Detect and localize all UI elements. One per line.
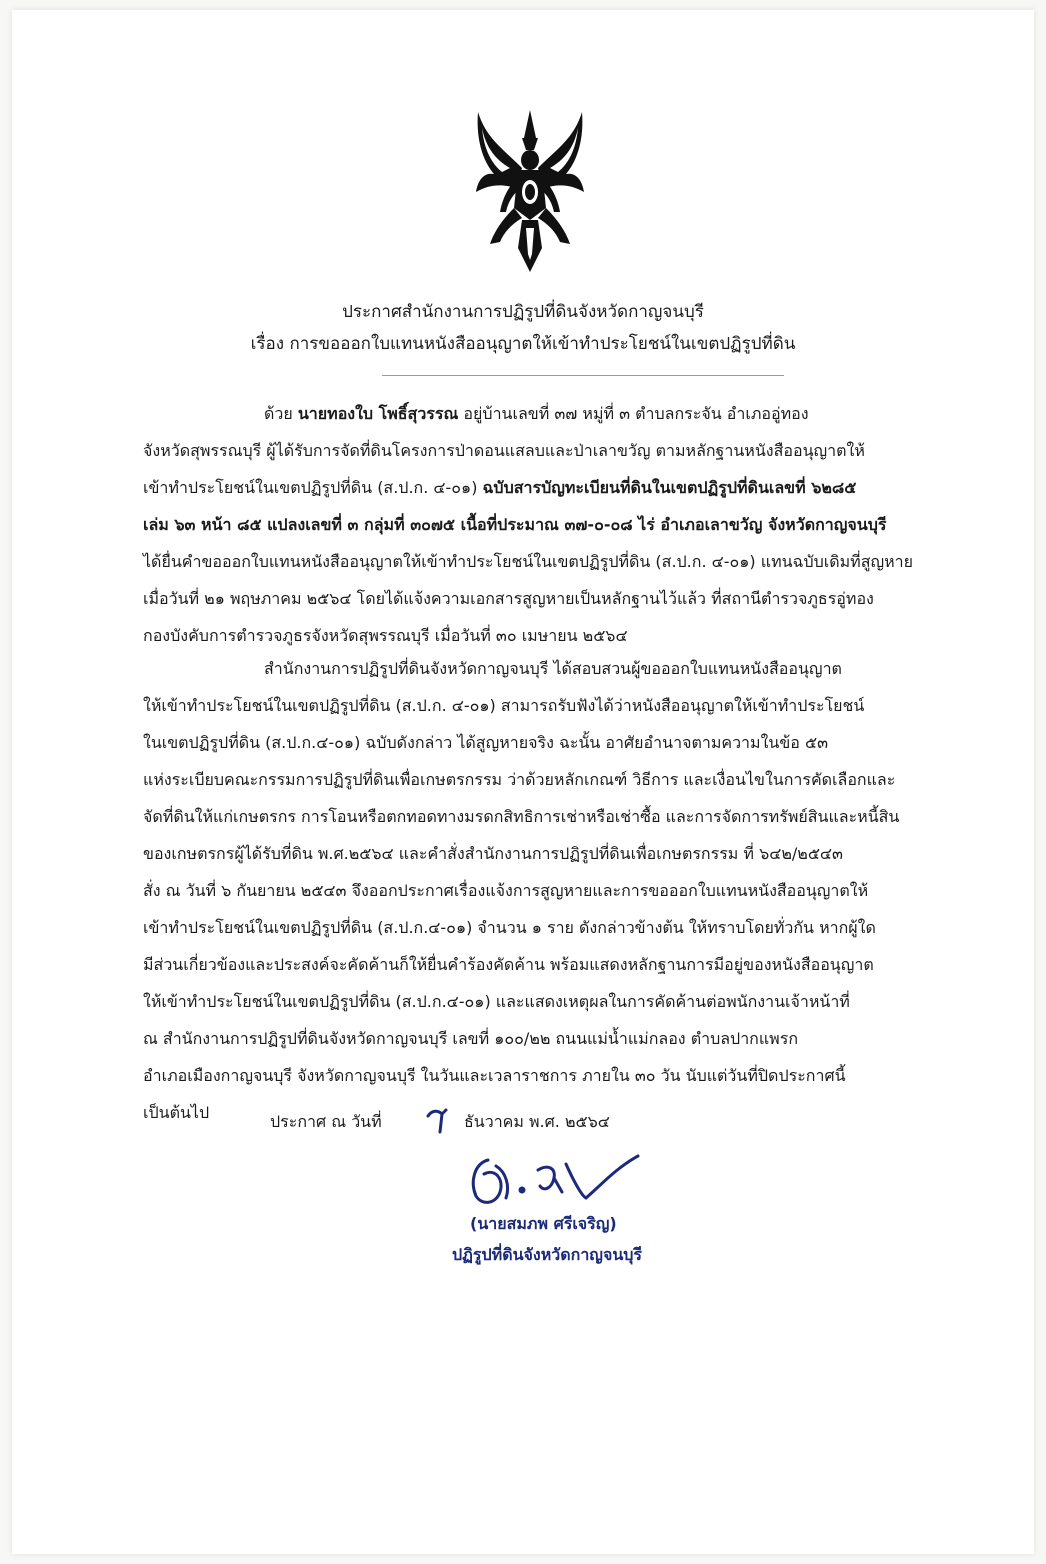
paragraph-1-line-3 [143, 478, 856, 498]
text: อยู่บ้านเลขที่ ๓๗ หมู่ที่ ๓ ตำบลกระจัน อำเภออู่ทอง [458, 404, 809, 423]
paragraph-2-line-10: ให้เข้าทำประโยชน์ในเขตปฏิรูปที่ดิน (ส.ป.ก.๔-๐๑) และแสดงเหตุผลในการคัดค้านต่อพนักงานเจ้าหน้าที่ [143, 992, 850, 1011]
signer-position: ปฏิรูปที่ดินจังหวัดกาญจนบุรี [452, 1245, 642, 1264]
paragraph-1-line-4: เล่ม ๖๓ หน้า ๘๕ แปลงเลขที่ ๓ กลุ่มที่ ๓๐๗๕ เนื้อที่ประมาณ ๓๗-๐-๐๘ ไร่ อำเภอเลาขวัญ จังหวัดกาญจนบุรี [143, 515, 887, 534]
paragraph-2-line-1: สำนักงานการปฏิรูปที่ดินจังหวัดกาญจนบุรี ได้สอบสวนผู้ขอออกใบแทนหนังสืออนุญาต [264, 659, 842, 678]
paragraph-2-line-3: ในเขตปฏิรูปที่ดิน (ส.ป.ก.๔-๐๑) ฉบับดังกล่าว ได้สูญหายจริง ฉะนั้น อาศัยอำนาจตามความในข้อ ๕๓ [143, 733, 829, 752]
announce-month-year: ธันวาคม พ.ศ. ๒๕๖๔ [464, 1112, 610, 1131]
paragraph-2-line-8: เข้าทำประโยชน์ในเขตปฏิรูปที่ดิน (ส.ป.ก.๔-๐๑) จำนวน ๑ ราย ดังกล่าวข้างต้น ให้ทราบโดยทั่วกัน หากผู้ใด [143, 918, 876, 937]
paragraph-2-line-7: สั่ง ณ วันที่ ๖ กันยายน ๒๕๔๓ จึงออกประกาศเรื่องแจ้งการสูญหายและการขอออกใบแทนหนังสืออนุญาตให้ [143, 881, 869, 900]
paragraph-2-line-11: ณ สำนักงานการปฏิรูปที่ดินจังหวัดกาญจนบุรี เลขที่ ๑๐๐/๒๒ ถนนแม่น้ำแม่กลอง ตำบลปากแพรก [143, 1029, 798, 1048]
announcement-title: ประกาศสำนักงานการปฏิรูปที่ดินจังหวัดกาญจนบุรี [342, 302, 704, 322]
paragraph-1-line-1 [264, 404, 809, 424]
paragraph-1-line-7: กองบังคับการตำรวจภูธรจังหวัดสุพรรณบุรี เมื่อวันที่ ๓๐ เมษายน ๒๕๖๔ [143, 626, 628, 645]
paragraph-1-line-5: ได้ยื่นคำขอออกใบแทนหนังสืออนุญาตให้เข้าทำประโยชน์ในเขตปฏิรูปที่ดิน (ส.ป.ก. ๔-๐๑) แทนฉบับเดิมที่สูญหาย [143, 552, 914, 571]
paragraph-2-line-6: ของเกษตรกรผู้ได้รับที่ดิน พ.ศ.๒๕๖๔ และคำสั่งสำนักงานการปฏิรูปที่ดินเพื่อเกษตรกรรม ที่ ๖๔๒/๒๕๔๓ [143, 844, 843, 863]
text: ด้วย [264, 404, 298, 423]
paragraph-2-line-9: มีส่วนเกี่ยวข้องและประสงค์จะคัดค้านก็ให้ยื่นคำร้องคัดค้าน พร้อมแสดงหลักฐานการมีอยู่ของหนังสืออนุญาต [143, 955, 874, 974]
announce-date-prefix: ประกาศ ณ วันที่ [270, 1112, 382, 1131]
signer-name: (นายสมภพ ศรีเจริญ) [470, 1214, 617, 1233]
garuda-emblem-icon [472, 108, 588, 276]
paragraph-2-line-4: แห่งระเบียบคณะกรรมการปฏิรูปที่ดินเพื่อเกษตรกรรม ว่าด้วยหลักเกณฑ์ วิธีการ และเงื่อนไขในการคัดเลือกและ [143, 770, 896, 789]
text: เข้าทำประโยชน์ในเขตปฏิรูปที่ดิน (ส.ป.ก. ๔-๐๑) [143, 478, 483, 497]
handwritten-day [424, 1106, 450, 1136]
paragraph-1-line-2: จังหวัดสุพรรณบุรี ผู้ได้รับการจัดที่ดินโครงการป่าดอนแสลบและป่าเลาขวัญ ตามหลักฐานหนังสืออนุญาตให้ [143, 441, 865, 460]
signature-scrawl [466, 1152, 646, 1210]
paragraph-2-line-13: เป็นต้นไป [143, 1103, 210, 1122]
paragraph-2-line-2: ให้เข้าทำประโยชน์ในเขตปฏิรูปที่ดิน (ส.ป.ก. ๔-๐๑) สามารถรับฟังได้ว่าหนังสืออนุญาตให้เข้าทำประโยชน์ [143, 696, 865, 715]
announcement-subject: เรื่อง การขอออกใบแทนหนังสืออนุญาตให้เข้าทำประโยชน์ในเขตปฏิรูปที่ดิน [250, 334, 796, 354]
person-name: นายทองใบ โพธิ์สุวรรณ [297, 404, 459, 423]
land-register-ref: ฉบับสารบัญทะเบียนที่ดินในเขตปฏิรูปที่ดินเลขที่ ๖๒๘๕ [482, 478, 857, 497]
paragraph-2-line-5: จัดที่ดินให้แก่เกษตรกร การโอนหรือตกทอดทางมรดกสิทธิการเช่าหรือเช่าซื้อ และการจัดการทรัพย์สินและหนี้สิน [143, 807, 900, 826]
paragraph-2-line-12: อำเภอเมืองกาญจนบุรี จังหวัดกาญจนบุรี ในวันและเวลาราชการ ภายใน ๓๐ วัน นับแต่วันที่ปิดประกาศนี้ [143, 1066, 846, 1085]
paragraph-1-line-6: เมื่อวันที่ ๒๑ พฤษภาคม ๒๕๖๔ โดยได้แจ้งความเอกสารสูญหายเป็นหลักฐานไว้แล้ว ที่สถานีตำรวจภูธรอู่ทอง [143, 589, 874, 608]
title-divider [382, 375, 784, 376]
